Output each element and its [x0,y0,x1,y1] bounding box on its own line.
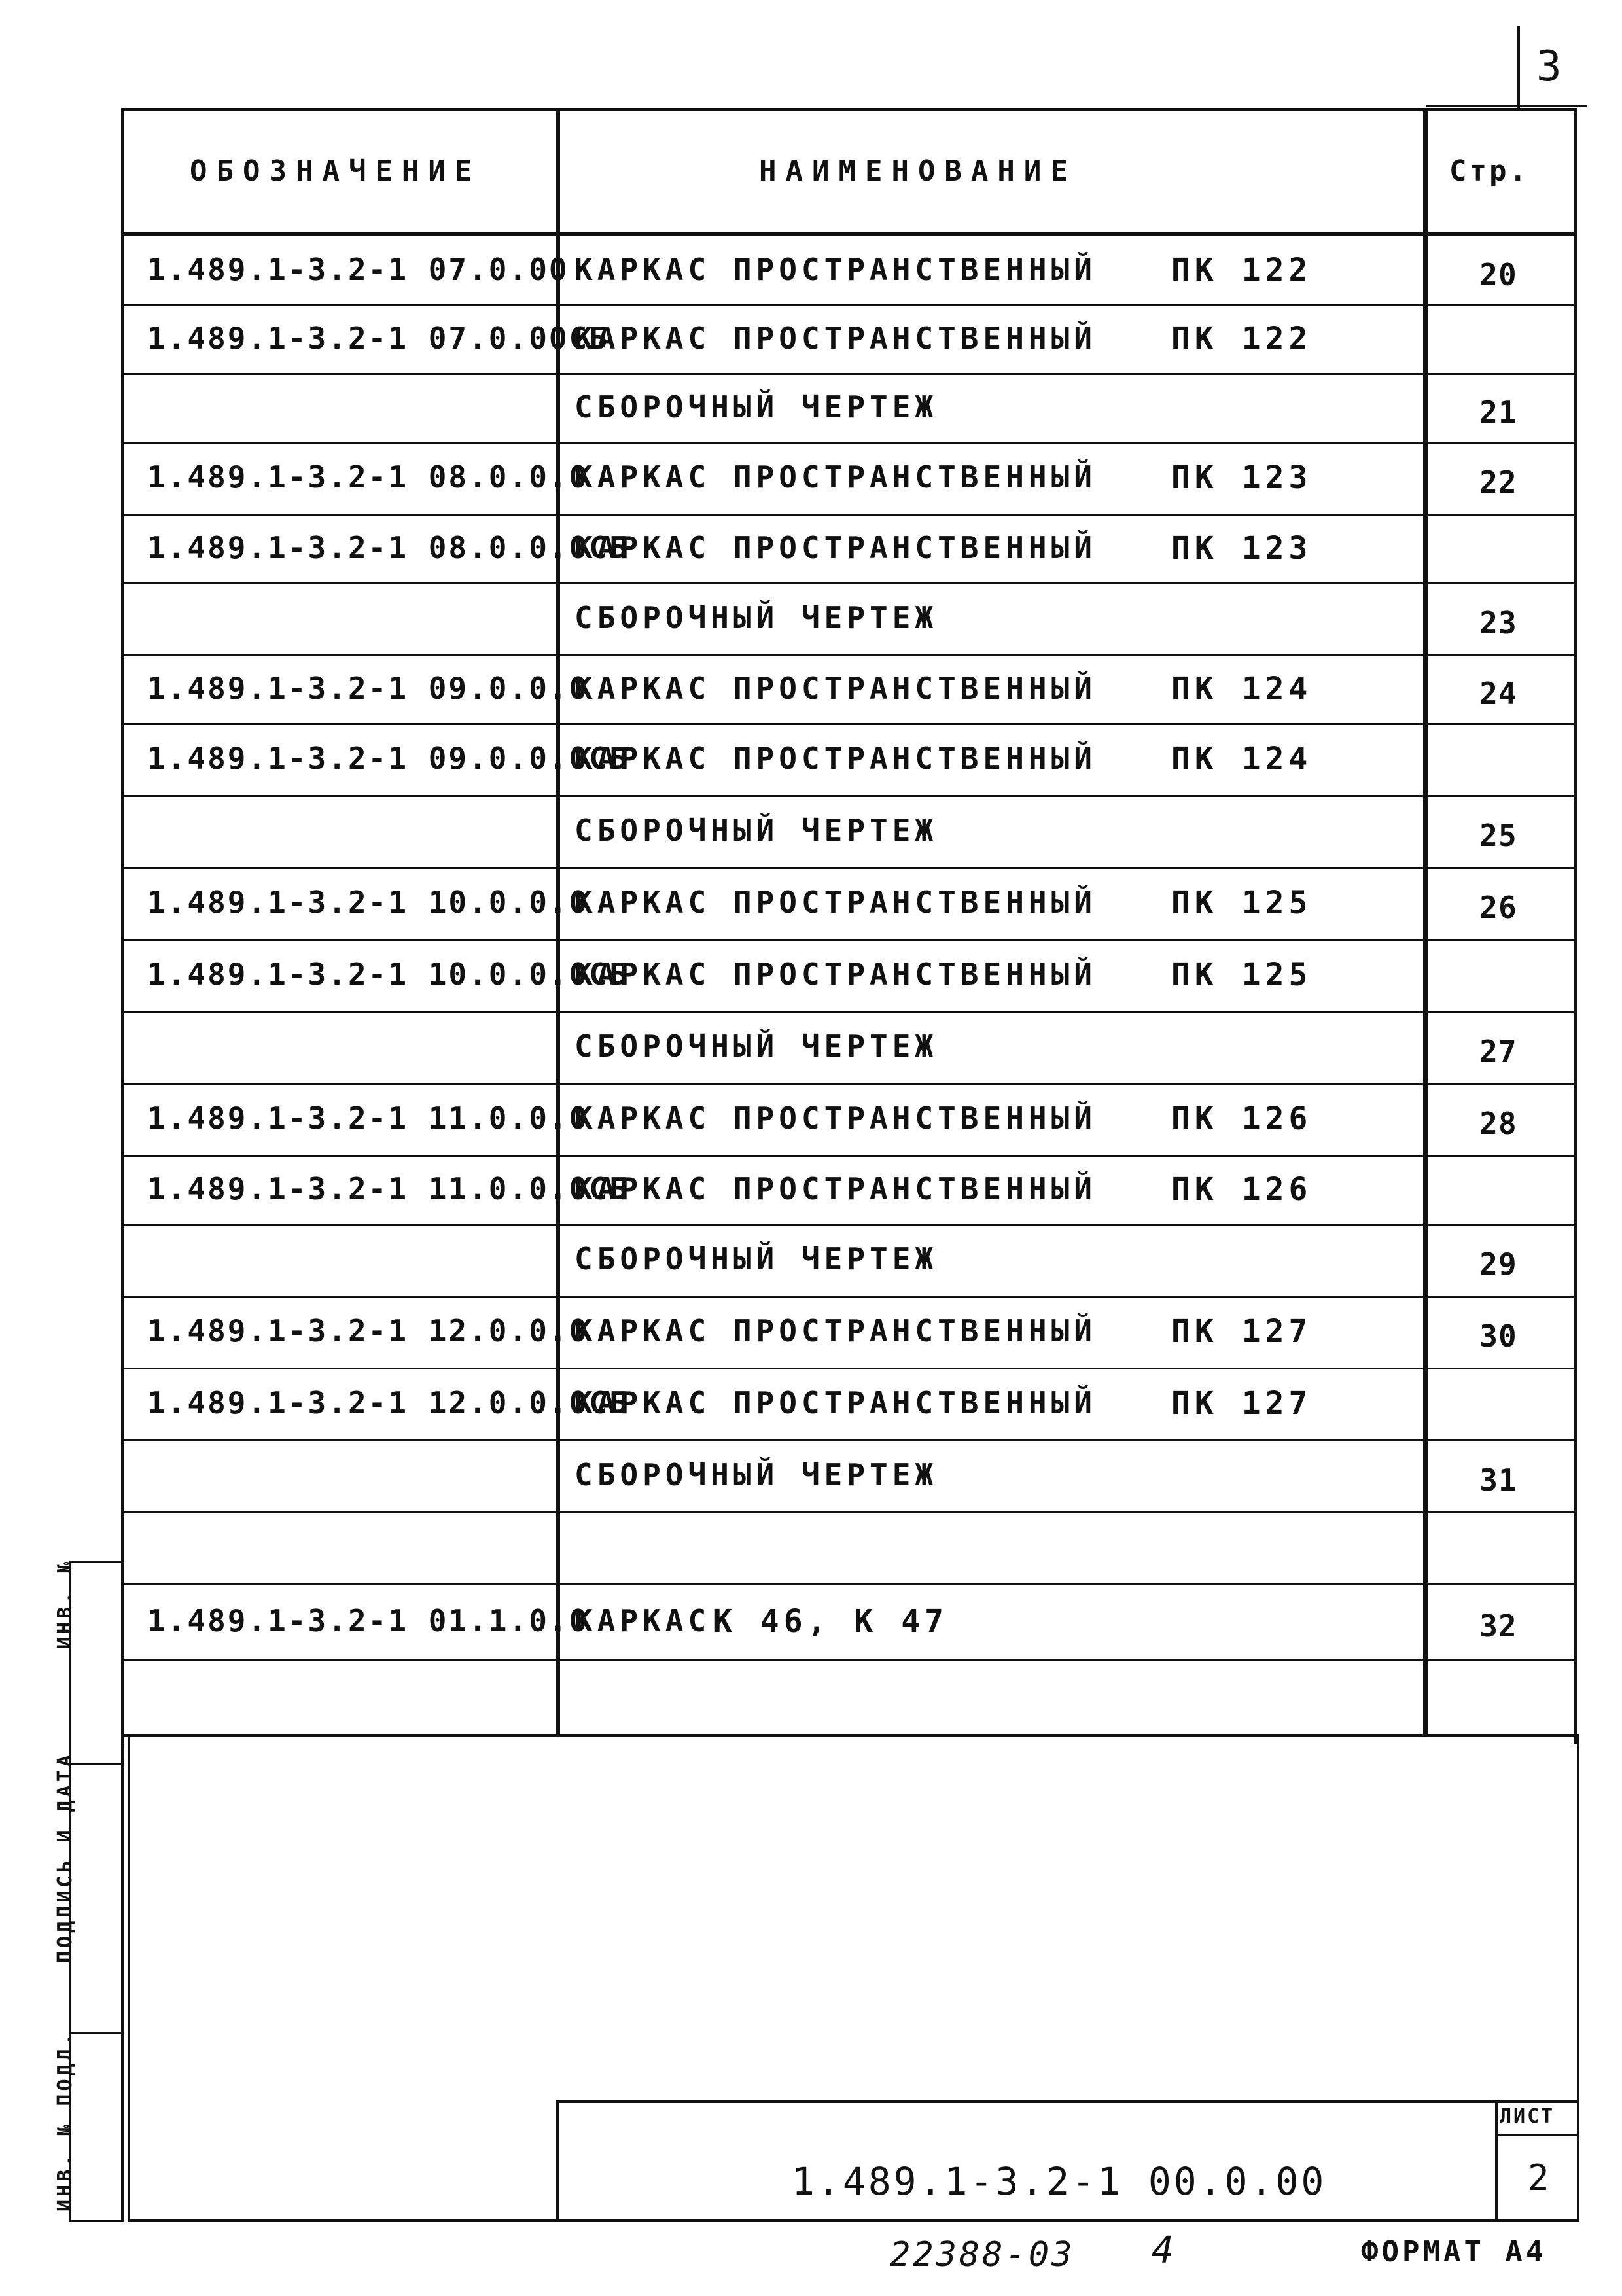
table-right-border [1574,108,1577,1744]
row-separator [121,654,1577,656]
document-code: 1.489.1-3.2-1 00.0.00 [792,2159,1327,2204]
header-designation: ОБОЗНАЧЕНИЕ [190,154,482,188]
row-code: 1.489.1-3.2-1 12.0.0.0СБ [147,1385,629,1421]
row-separator [121,1583,1577,1585]
row-name: КАРКАС ПРОСТРАНСТВЕННЫЙ [574,1313,1097,1349]
row-separator [121,1155,1577,1157]
row-mark: ПК 122 [1171,321,1313,357]
frame-right [1577,1734,1579,2221]
stamp-top [69,1561,124,1563]
row-separator [121,373,1577,375]
row-name: КАРКАС ПРОСТРАНСТВЕННЫЙ [574,321,1097,356]
row-separator [121,795,1577,797]
stamp-sep-1 [69,1763,124,1765]
row-name: КАРКАС ПРОСТРАНСТВЕННЫЙ [574,741,1097,776]
row-separator [121,1083,1577,1085]
row-name: КАРКАС ПРОСТРАНСТВЕННЫЙ [574,530,1097,565]
row-mark: ПК 125 [1171,885,1313,921]
row-page: 27 [1479,1034,1517,1069]
stamp-sep-2 [69,2032,124,2034]
row-page: 29 [1479,1246,1517,1282]
row-name: КАРКАС ПРОСТРАНСТВЕННЫЙ [574,957,1097,992]
row-code: 1.489.1-3.2-1 09.0.0.0СБ [147,741,629,776]
row-separator [121,442,1577,444]
row-code: 1.489.1-3.2-1 11.0.0.0СБ [147,1171,629,1207]
row-code: 1.489.1-3.2-1 10.0.0.0 [147,885,590,920]
row-separator [121,1296,1577,1298]
row-page: 23 [1479,605,1517,641]
row-separator [121,514,1577,516]
stamp-inv-no: ИНВ. № [54,1558,77,1649]
row-page: 28 [1479,1106,1517,1141]
row-page: 31 [1479,1462,1517,1498]
archive-number: 22388-03 [890,2235,1075,2274]
row-mark: К 46, К 47 [713,1603,948,1640]
row-name: СБОРОЧНЫЙ ЧЕРТЕЖ [574,1457,938,1492]
row-separator [121,1011,1577,1013]
sheet-label: ЛИСТ [1500,2105,1555,2128]
row-name: КАРКАС ПРОСТРАНСТВЕННЫЙ [574,459,1097,495]
corner-underline [1426,105,1587,107]
row-name: КАРКАС [574,1603,711,1638]
row-page: 32 [1479,1608,1517,1644]
row-name: СБОРОЧНЫЙ ЧЕРТЕЖ [574,813,938,848]
row-separator [121,1368,1577,1369]
row-separator [121,582,1577,584]
table-bottom-border [121,1734,1577,1737]
title-block-left [556,2100,559,2221]
row-page: 26 [1479,890,1517,925]
row-page: 20 [1479,257,1517,292]
stamp-sign-date: ПОДПИСЬ И ДАТА [54,1752,77,1963]
stamp-inv-no-original: ИНВ. № ПОДЛ. [54,2030,77,2212]
header-name: НАИМЕНОВАНИЕ [759,154,1077,188]
row-separator [121,1224,1577,1226]
row-page: 21 [1479,395,1517,430]
row-name: КАРКАС ПРОСТРАНСТВЕННЫЙ [574,885,1097,920]
row-name: КАРКАС ПРОСТРАНСТВЕННЫЙ [574,1171,1097,1207]
copy-mark: 4 [1152,2229,1174,2272]
row-separator [121,304,1577,306]
row-mark: ПК 123 [1171,459,1313,496]
row-code: 1.489.1-3.2-1 12.0.0.0 [147,1313,590,1349]
row-mark: ПК 122 [1171,252,1313,289]
sheet-number: 2 [1528,2157,1549,2199]
row-code: 1.489.1-3.2-1 08.0.0.0 [147,459,590,495]
row-name: СБОРОЧНЫЙ ЧЕРТЕЖ [574,1029,938,1064]
row-code: 1.489.1-3.2-1 09.0.0.0 [147,671,590,706]
row-code: 1.489.1-3.2-1 11.0.0.0 [147,1101,590,1136]
row-mark: ПК 126 [1171,1171,1313,1208]
corner-sheet-number: 3 [1536,43,1562,91]
row-name: СБОРОЧНЫЙ ЧЕРТЕЖ [574,389,938,425]
header-bottom-border [121,232,1577,236]
row-mark: ПК 127 [1171,1313,1313,1350]
row-mark: ПК 126 [1171,1101,1313,1137]
row-page: 30 [1479,1318,1517,1354]
corner-divider [1517,26,1520,108]
row-mark: ПК 125 [1171,957,1313,993]
row-name: КАРКАС ПРОСТРАНСТВЕННЫЙ [574,1385,1097,1421]
title-block-sheet-label-line [1495,2134,1579,2136]
row-page: 25 [1479,818,1517,853]
row-mark: ПК 124 [1171,741,1313,777]
title-block-sheet-divider [1495,2100,1498,2221]
table-top-border [121,108,1577,111]
row-name: СБОРОЧНЫЙ ЧЕРТЕЖ [574,600,938,635]
row-page: 22 [1479,465,1517,500]
stamp-bottom [69,2220,124,2222]
row-separator [121,939,1577,941]
row-name: КАРКАС ПРОСТРАНСТВЕННЫЙ [574,252,1097,287]
row-code: 1.489.1-3.2-1 08.0.0.0СБ [147,530,629,565]
row-separator [121,1511,1577,1513]
row-name: СБОРОЧНЫЙ ЧЕРТЕЖ [574,1241,938,1277]
frame-bottom [128,2219,1579,2222]
row-separator [121,1439,1577,1441]
row-separator [121,867,1577,869]
row-name: КАРКАС ПРОСТРАНСТВЕННЫЙ [574,671,1097,706]
row-code: 1.489.1-3.2-1 07.0.00СБ [147,321,609,356]
row-separator [121,1659,1577,1661]
row-mark: ПК 124 [1171,671,1313,707]
table-left-border [121,108,124,1744]
row-code: 1.489.1-3.2-1 07.0.00 [147,252,569,287]
header-page: Стр. [1449,154,1529,188]
title-block-top [556,2100,1579,2103]
row-page: 24 [1479,676,1517,711]
row-code: 1.489.1-3.2-1 01.1.0.0 [147,1603,590,1638]
format-label: ФОРМАТ А4 [1361,2235,1547,2269]
stamp-col-divider [121,1561,124,2221]
row-mark: ПК 123 [1171,530,1313,567]
row-code: 1.489.1-3.2-1 10.0.0.0СБ [147,957,629,992]
frame-left [128,1734,130,2221]
row-mark: ПК 127 [1171,1385,1313,1422]
row-separator [121,723,1577,725]
row-name: КАРКАС ПРОСТРАНСТВЕННЫЙ [574,1101,1097,1136]
